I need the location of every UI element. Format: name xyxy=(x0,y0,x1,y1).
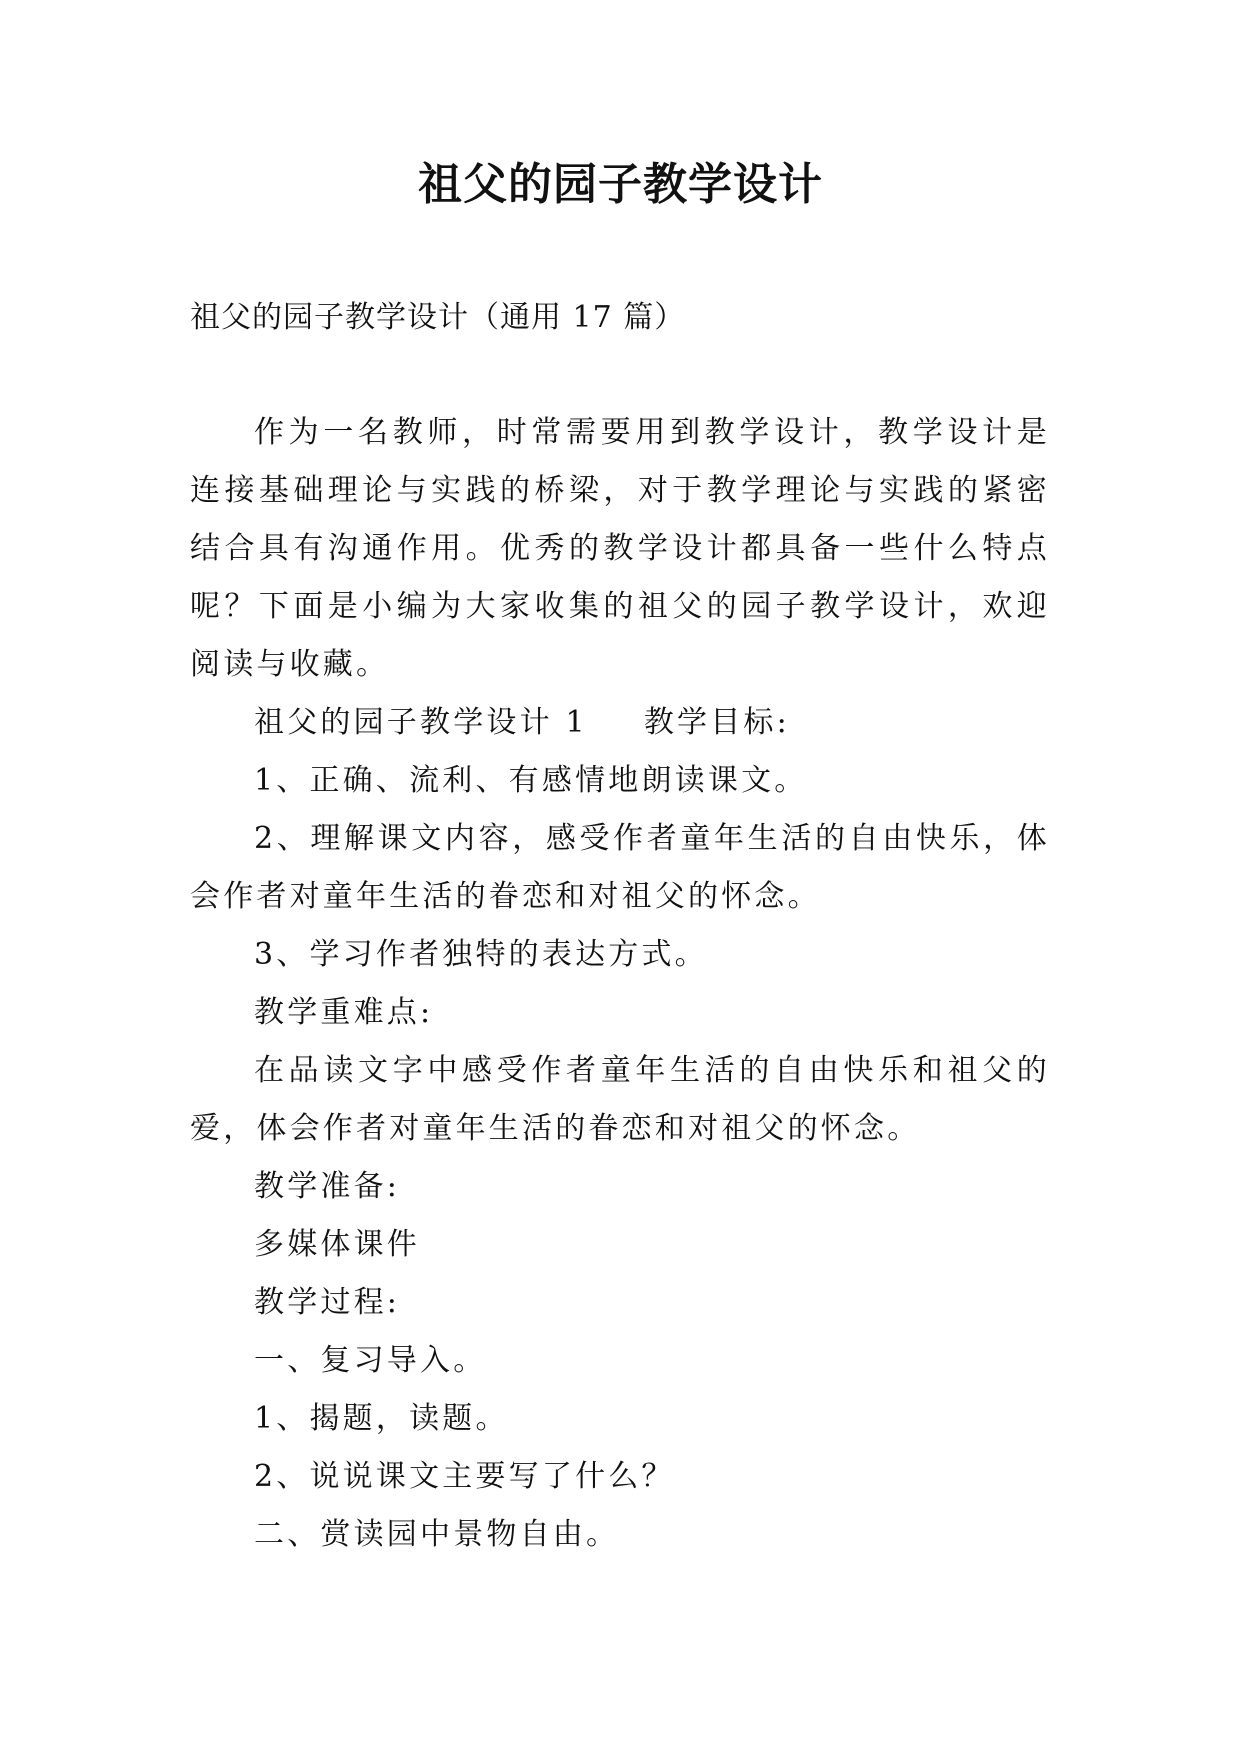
process-heading: 教学过程: xyxy=(254,1285,401,1320)
section-header-line xyxy=(190,694,1050,752)
document-subtitle: 祖父的园子教学设计（通用 17 篇） xyxy=(190,300,686,335)
key-points-heading: 教学重难点: xyxy=(254,995,434,1030)
document-body xyxy=(190,404,1050,1564)
document-title: 祖父的园子教学设计 xyxy=(418,159,823,210)
key-points-paragraph: 在品读文字中感受作者童年生活的自由快乐和祖父的爱，体会作者对童年生活的眷恋和对祖父的怀念。 xyxy=(190,1053,1050,1146)
process-step: 一、复习导入。 xyxy=(254,1343,487,1378)
goals-heading: 教学目标: xyxy=(643,705,790,740)
process-substep: 1、揭题，读题。 xyxy=(254,1401,509,1436)
prep-heading: 教学准备: xyxy=(254,1169,401,1204)
section-title: 祖父的园子教学设计 1 xyxy=(254,705,588,740)
process-step: 二、赏读园中景物自由。 xyxy=(254,1517,620,1552)
goal-item: 2、理解课文内容，感受作者童年生活的自由快乐，体会作者对童年生活的眷恋和对祖父的怀念。 xyxy=(190,821,1050,914)
goal-item: 3、学习作者独特的表达方式。 xyxy=(254,937,708,972)
goal-item: 1、正确、流利、有感情地朗读课文。 xyxy=(254,763,808,798)
intro-paragraph: 作为一名教师，时常需要用到教学设计，教学设计是连接基础理论与实践的桥梁，对于教学理论与实践的紧密结合具有沟通作用。优秀的教学设计都具备一些什么特点呢？下面是小编为大家收集的祖父的园子教学设计，欢迎阅读与收藏。 xyxy=(190,415,1050,682)
prep-item: 多媒体课件 xyxy=(254,1227,420,1262)
process-substep: 2、说说课文主要写了什么？ xyxy=(254,1459,675,1494)
